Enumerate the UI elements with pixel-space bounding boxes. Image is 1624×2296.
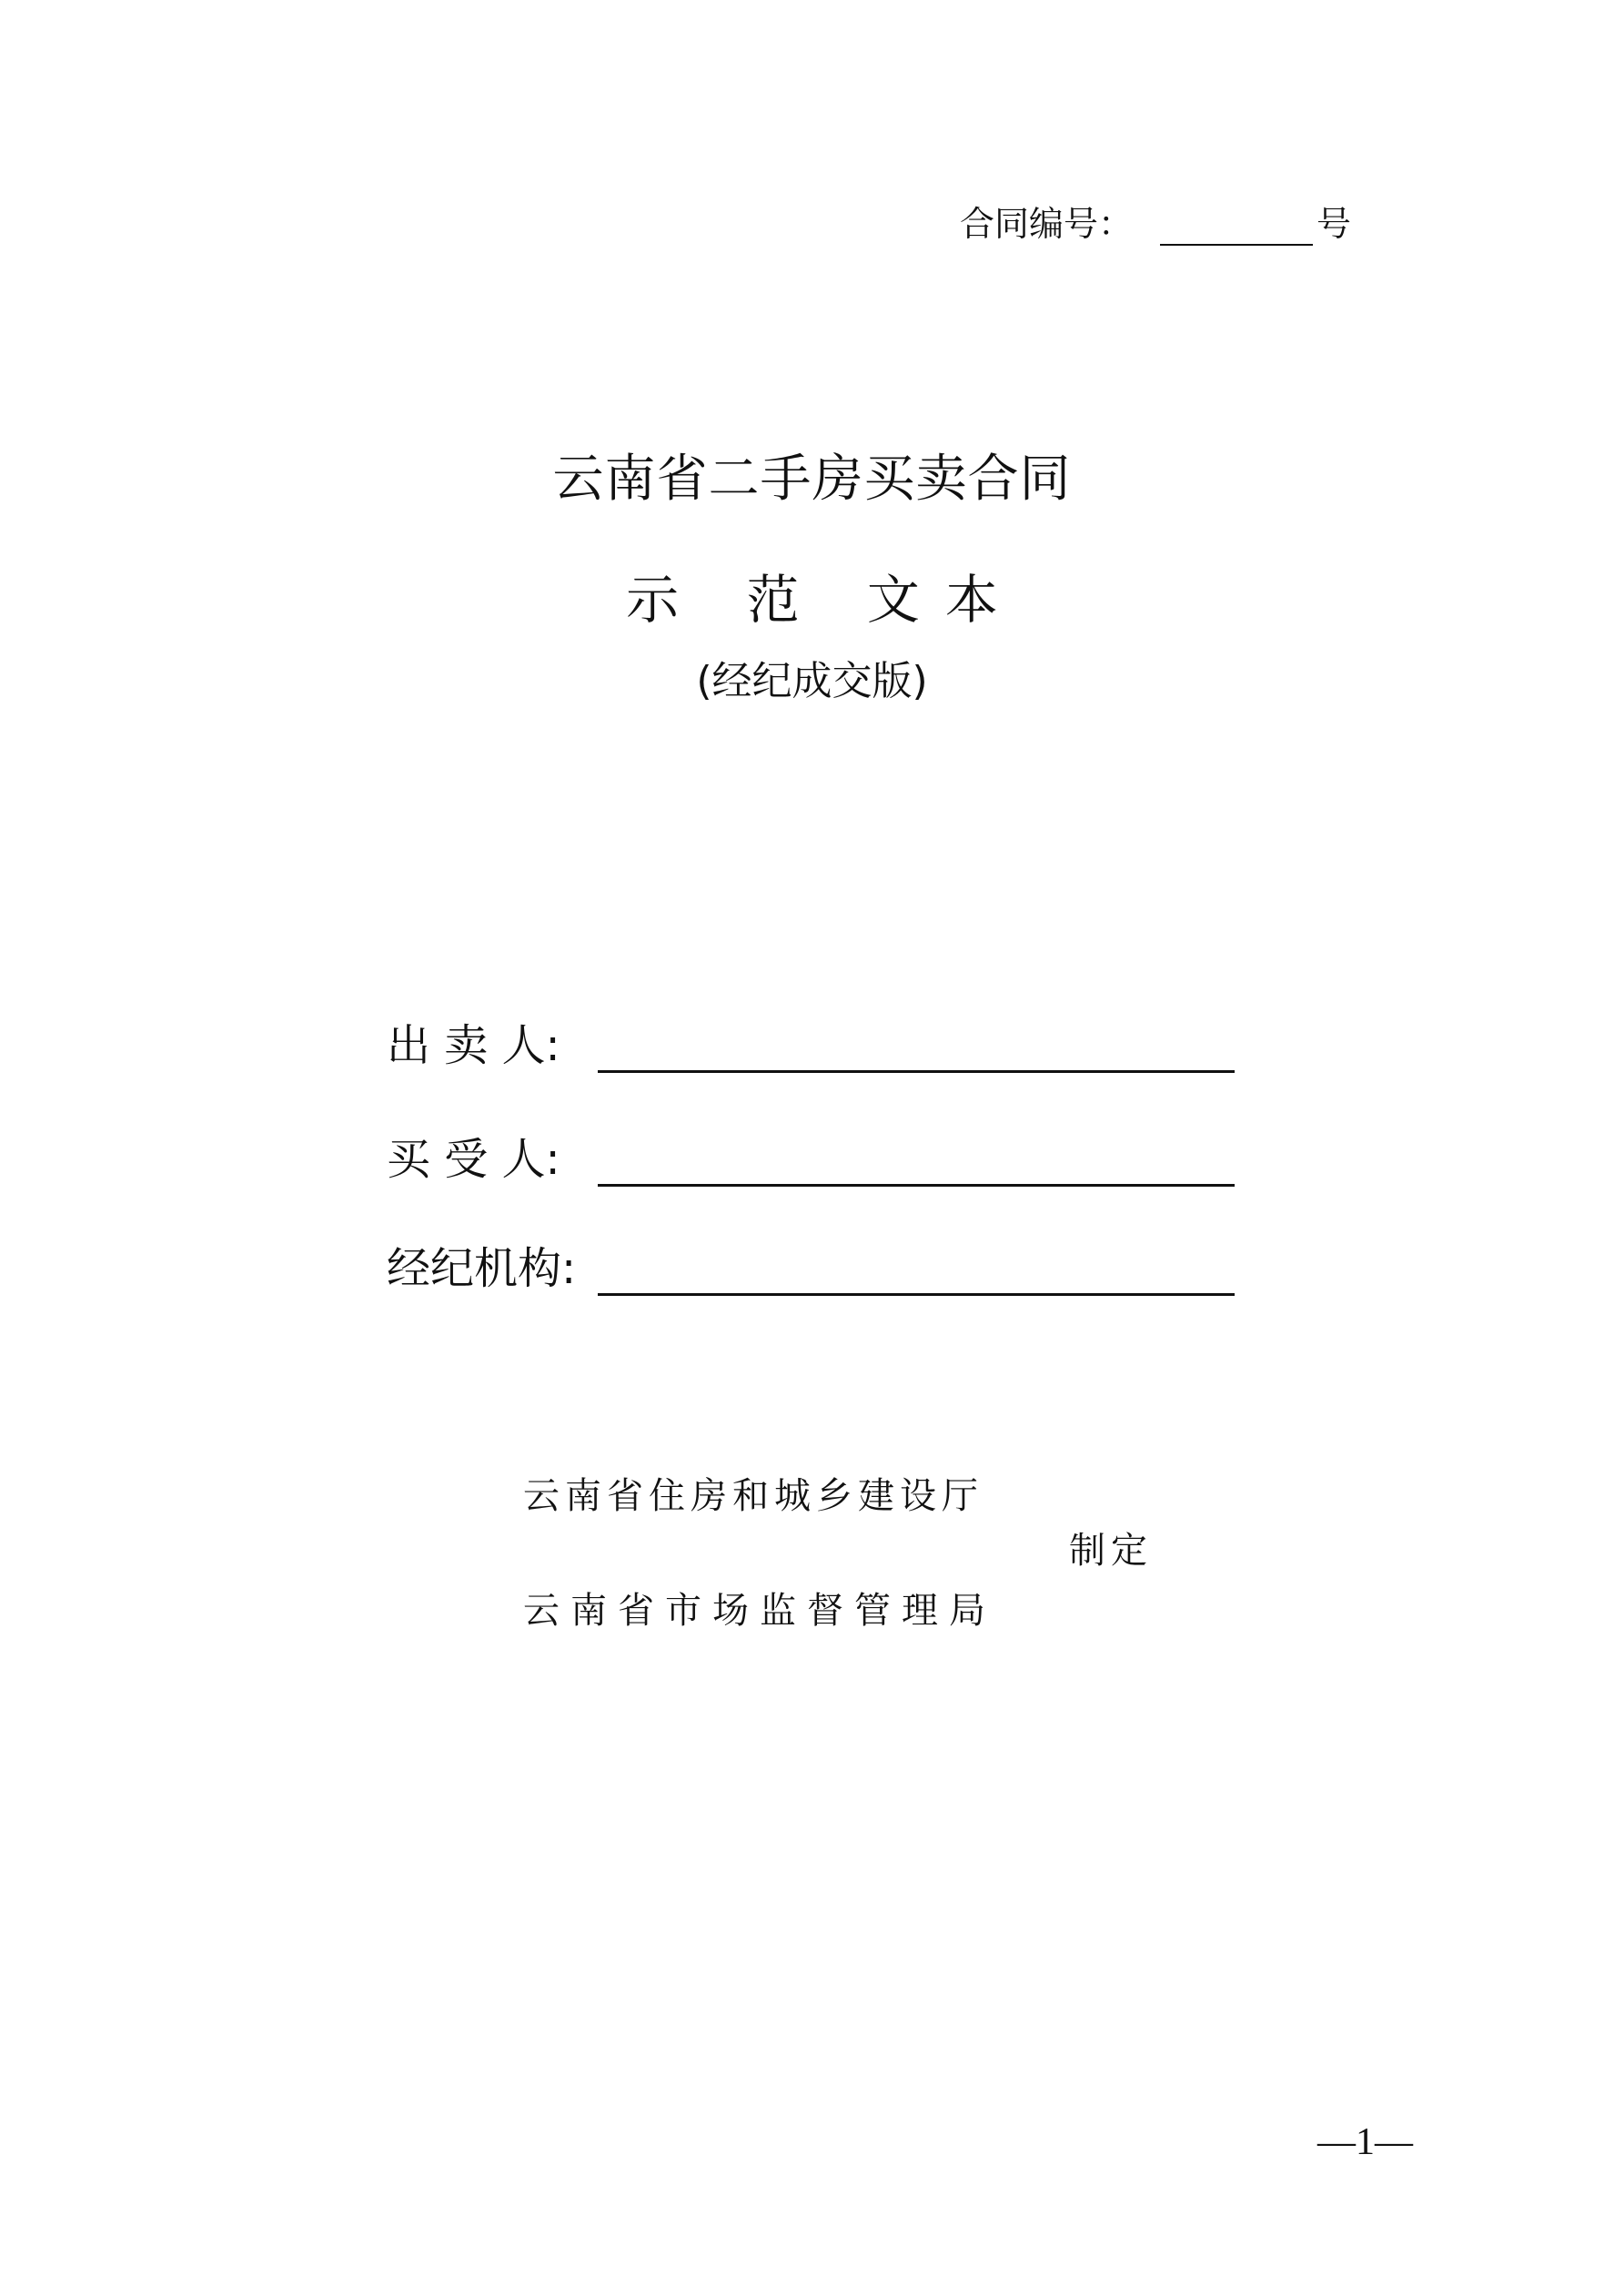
seller-field <box>387 1010 1235 1073</box>
document-title: 云南省二手房买卖合同 <box>552 450 1072 509</box>
document-subtitle: 示 范 文本 <box>626 569 1024 631</box>
document-edition: (经纪成交版) <box>696 658 928 704</box>
contract-number <box>960 196 1351 246</box>
issued-label: 制定 <box>1069 1530 1153 1572</box>
seller-blank-line[interactable] <box>598 1025 1235 1073</box>
buyer-label: 买 受 人: <box>387 1134 560 1185</box>
contract-number-label: 合同编号： <box>959 204 1133 244</box>
contract-number-suffix: 号 <box>1316 204 1351 244</box>
agency-blank-line[interactable] <box>598 1248 1235 1296</box>
agency-field <box>387 1233 1235 1296</box>
page-number: —1— <box>1317 2121 1413 2163</box>
issuer-market-regulation-bureau: 云南省市场监督管理局 <box>523 1590 996 1632</box>
agency-label: 经纪机构: <box>387 1243 577 1294</box>
issuer-housing-department: 云南省住房和城乡建设厅 <box>523 1475 983 1517</box>
buyer-field <box>387 1124 1235 1187</box>
seller-label: 出 卖 人: <box>387 1020 560 1071</box>
buyer-blank-line[interactable] <box>598 1138 1235 1187</box>
contract-number-blank[interactable] <box>1160 207 1313 246</box>
